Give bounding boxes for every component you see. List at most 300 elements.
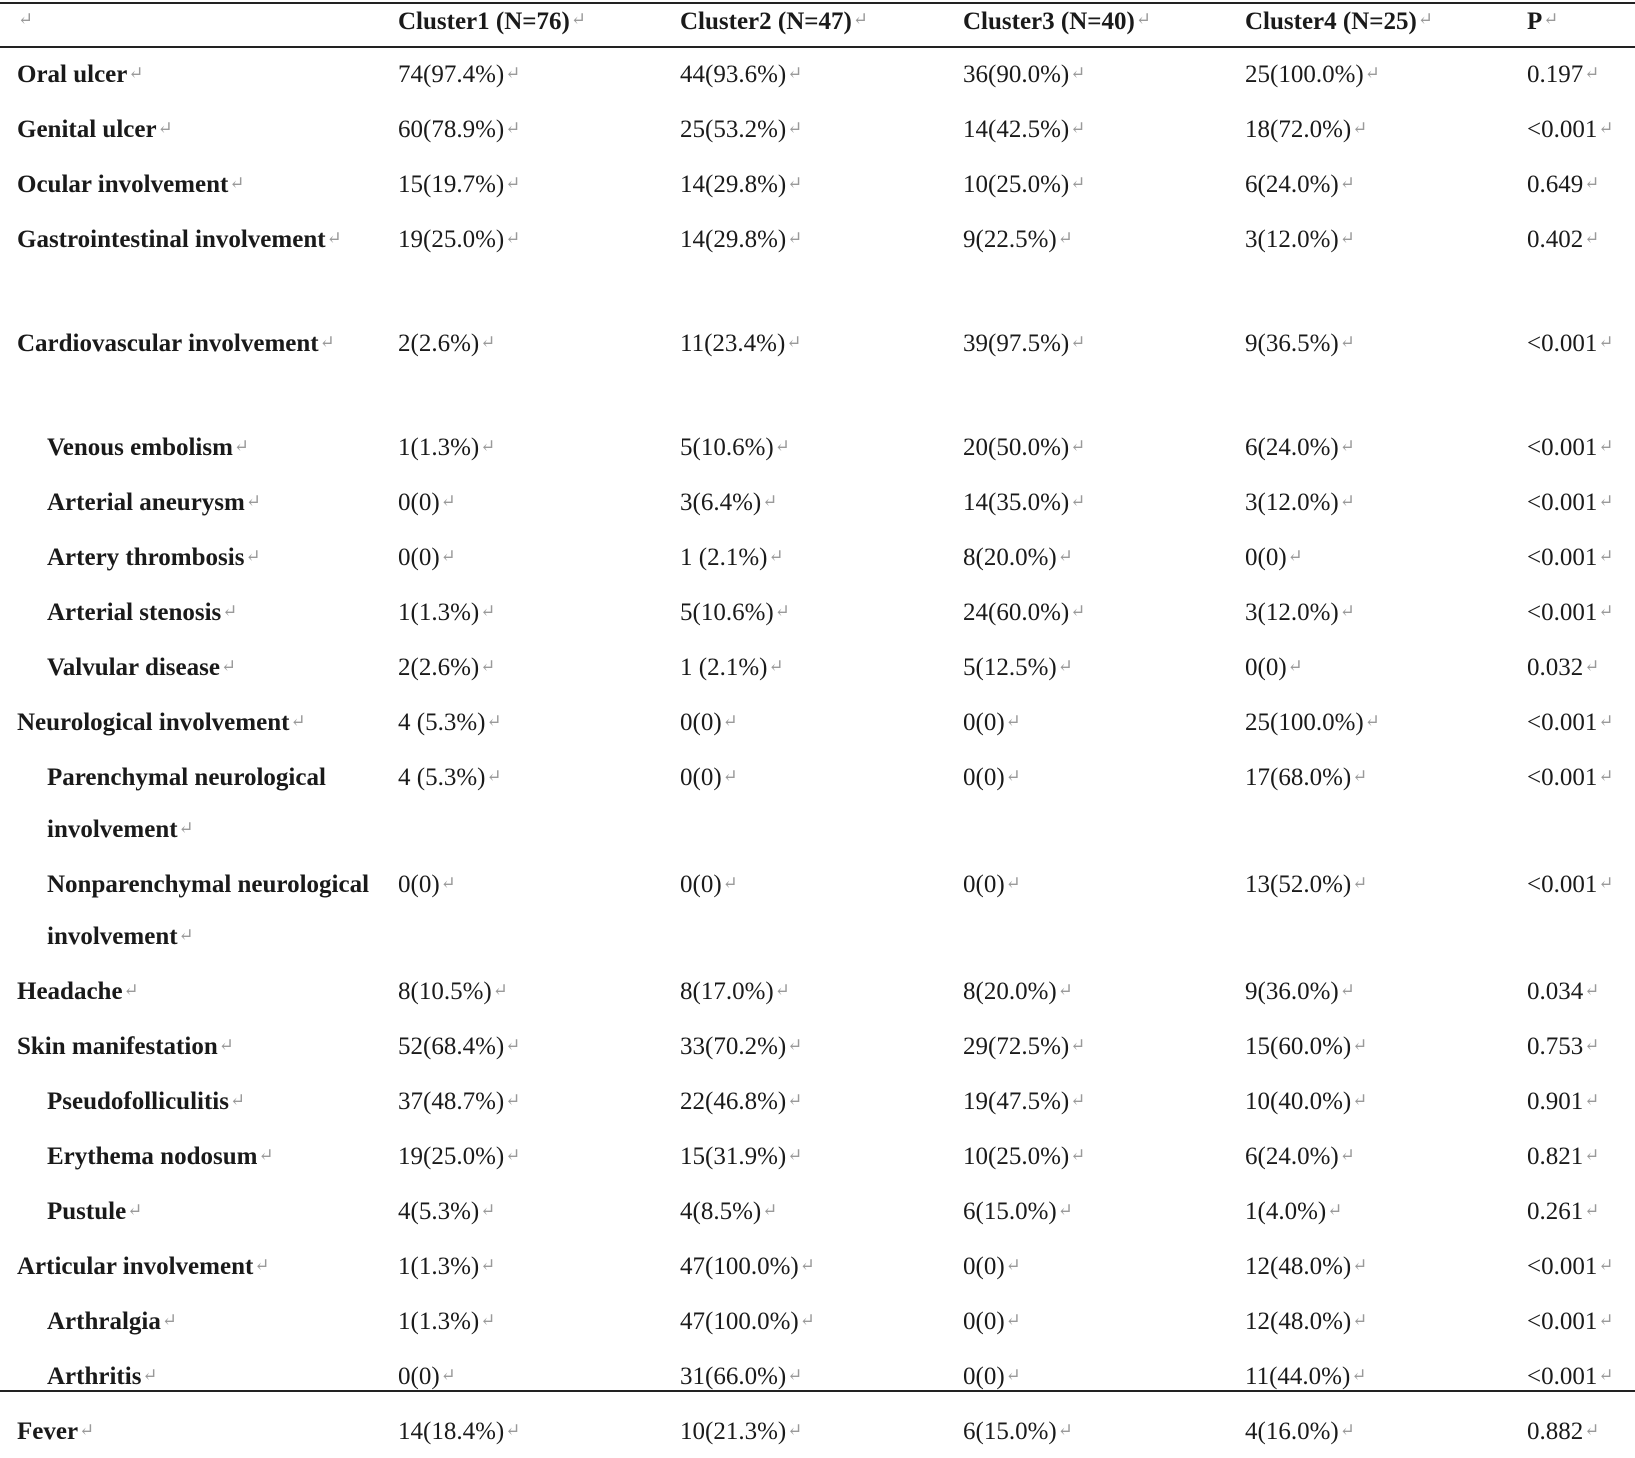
cluster3-value: 9(22.5%): [963, 226, 1057, 253]
p-value-cell: [1527, 46, 1635, 101]
cluster3-value: 14(35.0%): [963, 489, 1070, 516]
return-mark-icon: ↵: [1070, 1145, 1086, 1165]
cluster4-value-cell: [1245, 1073, 1527, 1128]
return-mark-icon: ↵: [787, 1365, 803, 1385]
return-mark-icon: ↵: [1584, 1145, 1600, 1165]
p-value: <0.001: [1527, 1363, 1598, 1390]
return-mark-icon: ↵: [1598, 436, 1614, 456]
return-mark-icon: ↵: [1070, 173, 1086, 193]
return-mark-icon: ↵: [1352, 1255, 1368, 1275]
p-value-cell: [1527, 1073, 1635, 1128]
cluster2-value: 0(0): [680, 709, 722, 736]
return-mark-icon: ↵: [486, 766, 502, 786]
row-label: Arthralgia: [47, 1308, 161, 1335]
cluster2-value-cell: [680, 963, 963, 1018]
cluster2-value-cell: [680, 156, 963, 211]
cluster3-value-cell: [963, 856, 1245, 963]
cluster3-value: 0(0): [963, 871, 1005, 898]
row-label-cell: [0, 1018, 398, 1073]
p-value-cell: [1527, 1293, 1635, 1348]
return-mark-icon: ↵: [1070, 601, 1086, 621]
return-mark-icon: ↵: [1339, 228, 1355, 248]
return-mark-icon: ↵: [1070, 1090, 1086, 1110]
return-mark-icon: ↵: [1352, 873, 1368, 893]
cluster4-value: 6(24.0%): [1245, 1143, 1339, 1170]
table-row: [0, 315, 1635, 419]
cluster1-value-cell: [398, 749, 680, 856]
cluster1-value-cell: [398, 1018, 680, 1073]
cluster4-value: 13(52.0%): [1245, 871, 1352, 898]
return-mark-icon: ↵: [142, 1365, 158, 1385]
table-row: [0, 529, 1635, 584]
cluster3-value: 0(0): [963, 1308, 1005, 1335]
p-value: 0.753: [1527, 1033, 1584, 1060]
cluster3-value-cell: [963, 1018, 1245, 1073]
return-mark-icon: ↵: [1584, 228, 1600, 248]
p-value: <0.001: [1527, 116, 1598, 143]
return-mark-icon: ↵: [1070, 332, 1086, 352]
return-mark-icon: ↵: [486, 711, 502, 731]
return-mark-icon: ↵: [1327, 1200, 1343, 1220]
cluster3-value: 0(0): [963, 709, 1005, 736]
p-value: 0.901: [1527, 1088, 1584, 1115]
cluster1-value: 1(1.3%): [398, 434, 480, 461]
return-mark-icon: ↵: [178, 925, 194, 945]
p-value-cell: [1527, 584, 1635, 639]
return-mark-icon: ↵: [1287, 546, 1303, 566]
return-mark-icon: ↵: [218, 1035, 234, 1055]
cluster3-value-cell: [963, 1403, 1245, 1458]
cluster2-value: 47(100.0%): [680, 1308, 799, 1335]
return-mark-icon: ↵: [18, 9, 34, 29]
return-mark-icon: ↵: [1584, 1420, 1600, 1440]
return-mark-icon: ↵: [1352, 1035, 1368, 1055]
row-label-cell: [0, 1128, 398, 1183]
return-mark-icon: ↵: [254, 1255, 270, 1275]
return-mark-icon: ↵: [1352, 118, 1368, 138]
return-mark-icon: ↵: [774, 601, 790, 621]
return-mark-icon: ↵: [762, 1200, 778, 1220]
return-mark-icon: ↵: [505, 1090, 521, 1110]
table-row: [0, 211, 1635, 315]
cluster1-value: 0(0): [398, 1363, 440, 1390]
cluster1-value: 15(19.7%): [398, 171, 505, 198]
cluster3-value: 0(0): [963, 1253, 1005, 1280]
p-value: <0.001: [1527, 544, 1598, 571]
return-mark-icon: ↵: [505, 1145, 521, 1165]
cluster2-value: 44(93.6%): [680, 61, 787, 88]
return-mark-icon: ↵: [1598, 1310, 1614, 1330]
p-value-cell: [1527, 1018, 1635, 1073]
row-label-cell: [0, 1183, 398, 1238]
row-label: Headache: [17, 978, 123, 1005]
return-mark-icon: ↵: [1598, 711, 1614, 731]
return-mark-icon: ↵: [852, 9, 868, 29]
row-label-cell: [0, 749, 398, 856]
cluster1-value-cell: [398, 156, 680, 211]
row-label-cell: [0, 1403, 398, 1458]
row-label: Arthritis: [47, 1363, 142, 1390]
return-mark-icon: ↵: [1584, 980, 1600, 1000]
cluster4-value-cell: [1245, 749, 1527, 856]
table-row: [0, 639, 1635, 694]
cluster4-value-cell: [1245, 856, 1527, 963]
cluster4-value: 3(12.0%): [1245, 489, 1339, 516]
p-value: 0.882: [1527, 1418, 1584, 1445]
p-value: 0.034: [1527, 978, 1584, 1005]
row-label: Arterial stenosis: [47, 599, 222, 626]
cluster4-value: 6(24.0%): [1245, 171, 1339, 198]
cluster4-value-cell: [1245, 419, 1527, 474]
row-label-cell: [0, 315, 398, 419]
cluster2-value: 11(23.4%): [680, 330, 786, 357]
p-value-cell: [1527, 1403, 1635, 1458]
cluster2-value-cell: [680, 1293, 963, 1348]
cluster1-value: 4(5.3%): [398, 1198, 480, 1225]
return-mark-icon: ↵: [787, 118, 803, 138]
return-mark-icon: ↵: [480, 1310, 496, 1330]
cluster3-value-cell: [963, 101, 1245, 156]
cluster1-value-cell: [398, 1073, 680, 1128]
cluster4-value-cell: [1245, 1293, 1527, 1348]
row-label: Genital ulcer: [17, 116, 157, 143]
return-mark-icon: ↵: [799, 1310, 815, 1330]
return-mark-icon: ↵: [440, 873, 456, 893]
cluster3-value-cell: [963, 1128, 1245, 1183]
cluster2-value: 0(0): [680, 871, 722, 898]
row-label-cell: [0, 529, 398, 584]
p-value-cell: [1527, 694, 1635, 749]
cluster2-value-cell: [680, 694, 963, 749]
cluster3-value-cell: [963, 1238, 1245, 1293]
p-value-cell: [1527, 1183, 1635, 1238]
return-mark-icon: ↵: [1598, 491, 1614, 511]
header-cell-cluster3: Cluster3 (N=40)↵: [963, 8, 1151, 35]
cluster4-value-cell: [1245, 1403, 1527, 1458]
cluster4-value: 6(24.0%): [1245, 434, 1339, 461]
cluster3-value: 39(97.5%): [963, 330, 1070, 357]
cluster4-value: 4(16.0%): [1245, 1418, 1339, 1445]
return-mark-icon: ↵: [1598, 766, 1614, 786]
cluster4-value-cell: [1245, 156, 1527, 211]
cluster4-value-cell: [1245, 639, 1527, 694]
cluster4-value-cell: [1245, 101, 1527, 156]
p-value: 0.197: [1527, 61, 1584, 88]
cluster1-value: 1(1.3%): [398, 1308, 480, 1335]
return-mark-icon: ↵: [1364, 63, 1380, 83]
cluster4-value-cell: [1245, 963, 1527, 1018]
return-mark-icon: ↵: [799, 1255, 815, 1275]
cluster3-value: 14(42.5%): [963, 116, 1070, 143]
return-mark-icon: ↵: [505, 118, 521, 138]
table-row: [0, 419, 1635, 474]
return-mark-icon: ↵: [1070, 63, 1086, 83]
cluster3-value: 0(0): [963, 764, 1005, 791]
p-value: 0.402: [1527, 226, 1584, 253]
cluster2-value-cell: [680, 749, 963, 856]
p-value-cell: [1527, 1238, 1635, 1293]
return-mark-icon: ↵: [787, 1035, 803, 1055]
row-label: Oral ulcer: [17, 61, 128, 88]
p-value-cell: [1527, 529, 1635, 584]
return-mark-icon: ↵: [1598, 601, 1614, 621]
return-mark-icon: ↵: [1339, 980, 1355, 1000]
cluster1-value: 14(18.4%): [398, 1418, 505, 1445]
cluster1-value-cell: [398, 694, 680, 749]
return-mark-icon: ↵: [1584, 656, 1600, 676]
return-mark-icon: ↵: [505, 228, 521, 248]
cluster4-value: 9(36.0%): [1245, 978, 1339, 1005]
return-mark-icon: ↵: [1339, 332, 1355, 352]
cluster1-value: 19(25.0%): [398, 226, 505, 253]
return-mark-icon: ↵: [1057, 656, 1073, 676]
row-label: Erythema nodosum: [47, 1143, 258, 1170]
cluster1-value: 0(0): [398, 489, 440, 516]
return-mark-icon: ↵: [1005, 873, 1021, 893]
cluster4-value: 17(68.0%): [1245, 764, 1352, 791]
cluster2-value: 1 (2.1%): [680, 544, 768, 571]
cluster4-value-cell: [1245, 694, 1527, 749]
cluster3-value-cell: [963, 156, 1245, 211]
return-mark-icon: ↵: [157, 118, 173, 138]
row-label-cell: [0, 1073, 398, 1128]
return-mark-icon: ↵: [1352, 1090, 1368, 1110]
table-row: [0, 963, 1635, 1018]
return-mark-icon: ↵: [1057, 1420, 1073, 1440]
cluster3-value-cell: [963, 694, 1245, 749]
cluster3-value: 6(15.0%): [963, 1198, 1057, 1225]
return-mark-icon: ↵: [505, 1035, 521, 1055]
return-mark-icon: ↵: [1057, 228, 1073, 248]
cluster3-value-cell: [963, 1183, 1245, 1238]
cluster3-value: 6(15.0%): [963, 1418, 1057, 1445]
return-mark-icon: ↵: [505, 1420, 521, 1440]
cluster2-value: 4(8.5%): [680, 1198, 762, 1225]
cluster1-value-cell: [398, 529, 680, 584]
cluster4-value-cell: [1245, 46, 1527, 101]
cluster1-value: 4 (5.3%): [398, 709, 486, 736]
return-mark-icon: ↵: [787, 173, 803, 193]
cluster4-value-cell: [1245, 1238, 1527, 1293]
cluster1-value-cell: [398, 639, 680, 694]
cluster4-value-cell: [1245, 1128, 1527, 1183]
return-mark-icon: ↵: [1417, 9, 1433, 29]
return-mark-icon: ↵: [480, 601, 496, 621]
cluster1-value: 0(0): [398, 871, 440, 898]
cluster2-value-cell: [680, 1128, 963, 1183]
row-label-cell: [0, 101, 398, 156]
row-label-cell: [0, 419, 398, 474]
row-label-cell: [0, 211, 398, 315]
cluster4-value-cell: [1245, 1183, 1527, 1238]
p-value: <0.001: [1527, 871, 1598, 898]
return-mark-icon: ↵: [123, 980, 139, 1000]
cluster1-value-cell: [398, 101, 680, 156]
return-mark-icon: ↵: [1352, 1310, 1368, 1330]
return-mark-icon: ↵: [480, 656, 496, 676]
return-mark-icon: ↵: [326, 228, 342, 248]
p-value-cell: [1527, 101, 1635, 156]
return-mark-icon: ↵: [774, 980, 790, 1000]
p-value: 0.649: [1527, 171, 1584, 198]
cluster1-value-cell: [398, 856, 680, 963]
table-row: [0, 584, 1635, 639]
return-mark-icon: ↵: [787, 63, 803, 83]
cluster2-value-cell: [680, 584, 963, 639]
cluster1-value-cell: [398, 1293, 680, 1348]
return-mark-icon: ↵: [1005, 1255, 1021, 1275]
return-mark-icon: ↵: [1070, 491, 1086, 511]
return-mark-icon: ↵: [1057, 546, 1073, 566]
row-label: Pseudofolliculitis: [47, 1088, 229, 1115]
cluster3-value: 0(0): [963, 1363, 1005, 1390]
return-mark-icon: ↵: [786, 332, 802, 352]
p-value-cell: [1527, 419, 1635, 474]
cluster3-value-cell: [963, 1073, 1245, 1128]
cluster1-value-cell: [398, 1238, 680, 1293]
cluster2-value: 14(29.8%): [680, 226, 787, 253]
cluster3-value: 8(20.0%): [963, 978, 1057, 1005]
p-value-cell: [1527, 156, 1635, 211]
return-mark-icon: ↵: [787, 1420, 803, 1440]
return-mark-icon: ↵: [1598, 1255, 1614, 1275]
return-mark-icon: ↵: [1584, 1035, 1600, 1055]
cluster4-value: 15(60.0%): [1245, 1033, 1352, 1060]
cluster1-value-cell: [398, 963, 680, 1018]
p-value-cell: [1527, 963, 1635, 1018]
p-value-cell: [1527, 856, 1635, 963]
cluster2-value: 47(100.0%): [680, 1253, 799, 1280]
cluster3-value-cell: [963, 749, 1245, 856]
row-label-cell: [0, 639, 398, 694]
return-mark-icon: ↵: [480, 332, 496, 352]
cluster3-value-cell: [963, 584, 1245, 639]
p-value-cell: [1527, 211, 1635, 315]
return-mark-icon: ↵: [480, 1255, 496, 1275]
cluster2-value-cell: [680, 211, 963, 315]
cluster3-value-cell: [963, 639, 1245, 694]
row-label-cell: [0, 963, 398, 1018]
cluster1-value-cell: [398, 315, 680, 419]
cluster3-value: 20(50.0%): [963, 434, 1070, 461]
cluster4-value-cell: [1245, 211, 1527, 315]
p-value: <0.001: [1527, 434, 1598, 461]
return-mark-icon: ↵: [1070, 1035, 1086, 1055]
table-row: [0, 1073, 1635, 1128]
cluster4-value: 25(100.0%): [1245, 709, 1364, 736]
return-mark-icon: ↵: [220, 656, 237, 676]
row-label: Skin manifestation: [17, 1033, 218, 1060]
return-mark-icon: ↵: [1364, 711, 1380, 731]
p-value: <0.001: [1527, 330, 1598, 357]
row-label-cell: [0, 1238, 398, 1293]
return-mark-icon: ↵: [762, 491, 778, 511]
row-label: Gastrointestinal involvement: [17, 226, 326, 253]
cluster1-value-cell: [398, 1183, 680, 1238]
return-mark-icon: ↵: [127, 1200, 143, 1220]
cluster2-value: 14(29.8%): [680, 171, 787, 198]
table-row: [0, 156, 1635, 211]
cluster3-value-cell: [963, 963, 1245, 1018]
cluster1-value: 2(2.6%): [398, 654, 480, 681]
cluster1-value: 52(68.4%): [398, 1033, 505, 1060]
cluster4-value-cell: [1245, 1018, 1527, 1073]
cluster4-value: 25(100.0%): [1245, 61, 1364, 88]
return-mark-icon: ↵: [768, 656, 784, 676]
return-mark-icon: ↵: [1543, 9, 1559, 29]
cluster2-value-cell: [680, 1073, 963, 1128]
p-value: 0.261: [1527, 1198, 1584, 1225]
return-mark-icon: ↵: [1005, 711, 1021, 731]
return-mark-icon: ↵: [1598, 873, 1614, 893]
row-label: Pustule: [47, 1198, 127, 1225]
table-row: [0, 694, 1635, 749]
table-row: [0, 1018, 1635, 1073]
return-mark-icon: ↵: [1339, 1145, 1355, 1165]
return-mark-icon: ↵: [1339, 436, 1355, 456]
return-mark-icon: ↵: [1070, 118, 1086, 138]
cluster1-value: 2(2.6%): [398, 330, 480, 357]
return-mark-icon: ↵: [161, 1310, 177, 1330]
p-value-cell: [1527, 474, 1635, 529]
header-cell-label: [0, 0, 398, 46]
return-mark-icon: ↵: [1352, 766, 1368, 786]
return-mark-icon: ↵: [128, 63, 144, 83]
return-mark-icon: ↵: [1598, 118, 1614, 138]
cluster2-value-cell: [680, 1018, 963, 1073]
p-value: <0.001: [1527, 1308, 1598, 1335]
return-mark-icon: ↵: [505, 63, 521, 83]
return-mark-icon: ↵: [319, 332, 335, 352]
return-mark-icon: ↵: [1339, 173, 1355, 193]
return-mark-icon: ↵: [1070, 436, 1086, 456]
cluster4-value: 12(48.0%): [1245, 1253, 1352, 1280]
cluster4-value: 10(40.0%): [1245, 1088, 1352, 1115]
return-mark-icon: ↵: [1584, 173, 1600, 193]
p-value: <0.001: [1527, 599, 1598, 626]
return-mark-icon: ↵: [774, 436, 790, 456]
cluster2-value: 0(0): [680, 764, 722, 791]
cluster3-value: 5(12.5%): [963, 654, 1057, 681]
return-mark-icon: ↵: [1339, 601, 1355, 621]
header-cell-cluster2: Cluster2 (N=47)↵: [680, 8, 868, 35]
cluster4-value: 12(48.0%): [1245, 1308, 1352, 1335]
cluster4-value-cell: [1245, 584, 1527, 639]
cluster3-value: 29(72.5%): [963, 1033, 1070, 1060]
p-value: <0.001: [1527, 489, 1598, 516]
table-row: [0, 46, 1635, 101]
cluster2-value-cell: [680, 474, 963, 529]
row-label: Parenchymal neurological involvement: [47, 764, 326, 843]
cluster1-value: 4 (5.3%): [398, 764, 486, 791]
cluster3-value: 10(25.0%): [963, 1143, 1070, 1170]
p-value: <0.001: [1527, 1253, 1598, 1280]
return-mark-icon: ↵: [570, 9, 586, 29]
row-label-cell: [0, 1293, 398, 1348]
cluster3-value-cell: [963, 46, 1245, 101]
row-label-cell: [0, 856, 398, 963]
cluster2-value-cell: [680, 46, 963, 101]
cluster4-value: 18(72.0%): [1245, 116, 1352, 143]
return-mark-icon: ↵: [233, 436, 250, 456]
return-mark-icon: ↵: [492, 980, 508, 1000]
cluster3-value-cell: [963, 1293, 1245, 1348]
cluster2-value-cell: [680, 1183, 963, 1238]
cluster1-value-cell: [398, 584, 680, 639]
cluster2-value-cell: [680, 639, 963, 694]
row-label-cell: [0, 584, 398, 639]
row-label: Fever: [17, 1418, 79, 1445]
